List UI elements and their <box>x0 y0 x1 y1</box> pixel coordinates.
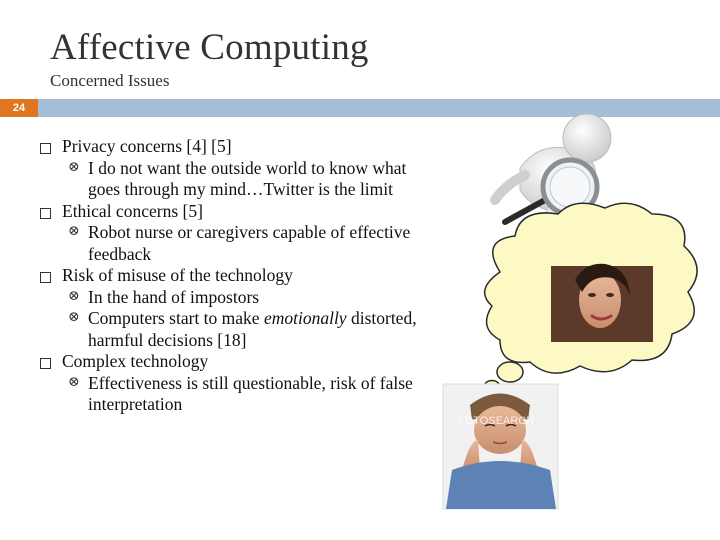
slide-title: Affective Computing <box>50 27 369 68</box>
sub-bullet-text: Effectiveness is still questionable, risk of false interpretation <box>88 372 413 414</box>
face-photo <box>551 264 653 342</box>
bullet-text: Complex technology <box>62 351 209 371</box>
bullet-text: Ethical concerns [5] <box>62 200 203 221</box>
watermark-text: FOTOSEARCH <box>458 415 535 427</box>
circled-x-bullet-icon: ⊗ <box>68 310 80 325</box>
slide-subtitle: Concerned Issues <box>50 71 170 90</box>
circled-x-bullet-icon: ⊗ <box>68 374 80 390</box>
sub-bullet-text: I do not want the outside world to know what goes through my mind…Twitter is the limit <box>88 157 407 199</box>
bullet-text: Privacy concerns [4] [5] <box>62 136 232 156</box>
page-number: 24 <box>0 99 38 117</box>
boy-photo <box>443 384 558 509</box>
sub-bullet-text-pre: Computers start to make <box>88 308 264 328</box>
circled-x-bullet-icon: ⊗ <box>68 288 80 304</box>
circled-x-bullet-icon: ⊗ <box>68 159 80 175</box>
circled-x-bullet-icon: ⊗ <box>68 224 80 239</box>
bullet-text: Risk of misuse of the technology <box>62 265 293 285</box>
sub-bullet-text: Robot nurse or caregivers capable of effective feedback <box>88 222 411 264</box>
sub-bullet-text-post: distorted, harmful decisions [18] <box>88 308 417 350</box>
sub-bullet-emphasis: emotionally <box>263 308 347 328</box>
sub-bullet-text: In the hand of impostors <box>88 286 260 307</box>
